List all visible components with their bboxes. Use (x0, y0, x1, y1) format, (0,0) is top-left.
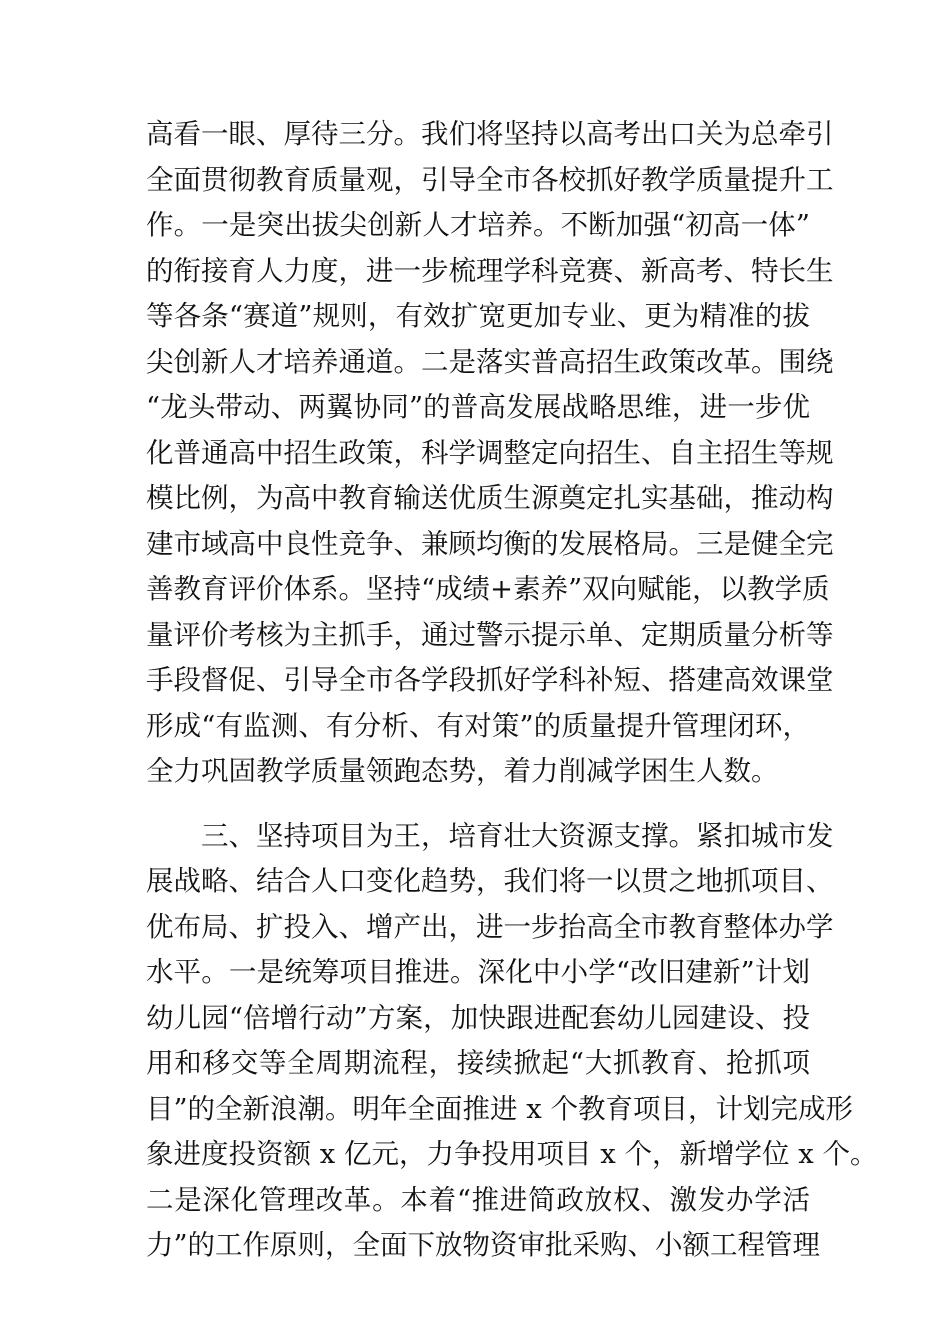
text-line: 尖创新人才培养通道。二是落实普高招生政策改革。围绕 (146, 345, 834, 378)
text-line: “龙头带动、两翼协同”的普高发展战略思维，进一步优 (146, 391, 810, 423)
text-line: 幼儿园“倍增行动”方案，加快跟进配套幼儿园建设、投 (146, 1001, 810, 1034)
text-line: 目”的全新浪潮。明年全面推进 x 个教育项目，计划完成形 (146, 1092, 854, 1125)
text-line: 建市域高中良性竞争、兼顾均衡的发展格局。三是健全完 (146, 527, 834, 560)
text-line: 优布局、扩投入、增产出，进一步抬高全市教育整体办学 (146, 910, 834, 943)
text-line: 高看一眼、厚待三分。我们将坚持以高考出口关为总牵引 (146, 118, 834, 150)
text-line: 作。一是突出拔尖创新人才培养。不断加强“初高一体” (146, 209, 810, 241)
text-line: 等各条“赛道”规则，有效扩宽更加专业、更为精准的拔 (146, 300, 810, 332)
text-line: 量评价考核为主抓手，通过警示提示单、定期质量分析等 (146, 618, 834, 651)
text-line: 模比例，为高中教育输送优质生源奠定扎实基础，推动构 (146, 482, 834, 514)
text-line: 全力巩固教学质量领跑态势，着力削减学困生人数。 (146, 755, 779, 787)
paragraph-2 (146, 814, 878, 1269)
text-line: 力”的工作原则，全面下放物资审批采购、小额工程管理 (146, 1229, 821, 1261)
text-line: 手段督促、引导全市各学段抓好学科补短、搭建高效课堂 (146, 664, 834, 696)
text-line: 的衔接育人力度，进一步梳理学科竞赛、新高考、特长生 (146, 254, 834, 287)
text-line: 三、坚持项目为王，培育壮大资源支撑。紧扣城市发 (201, 819, 834, 852)
text-line: 象进度投资额 x 亿元，力争投用项目 x 个，新增学位 x 个。 (146, 1138, 878, 1170)
text-line: 二是深化管理改革。本着“推进简政放权、激发办学活 (146, 1183, 810, 1216)
text-line: 化普通高中招生政策，科学调整定向招生、自主招生等规 (146, 436, 834, 469)
text-line: 善教育评价体系。坚持“成绩+素养”双向赋能，以教学质 (146, 573, 830, 605)
text-line: 水平。一是统筹项目推进。深化中小学“改旧建新”计划 (146, 956, 810, 988)
text-line: 全面贯彻教育质量观，引导全市各校抓好教学质量提升工 (146, 163, 834, 196)
text-line: 形成“有监测、有分析、有对策”的质量提升管理闭环， (146, 709, 810, 742)
text-line: 用和移交等全周期流程，接续掀起“大抓教育、抢抓项 (146, 1047, 810, 1079)
document-body (146, 112, 878, 1269)
paragraph-1 (146, 112, 834, 795)
paragraph-spacer (146, 795, 810, 814)
text-line: 展战略、结合人口变化趋势，我们将一以贯之地抓项目、 (146, 865, 834, 897)
